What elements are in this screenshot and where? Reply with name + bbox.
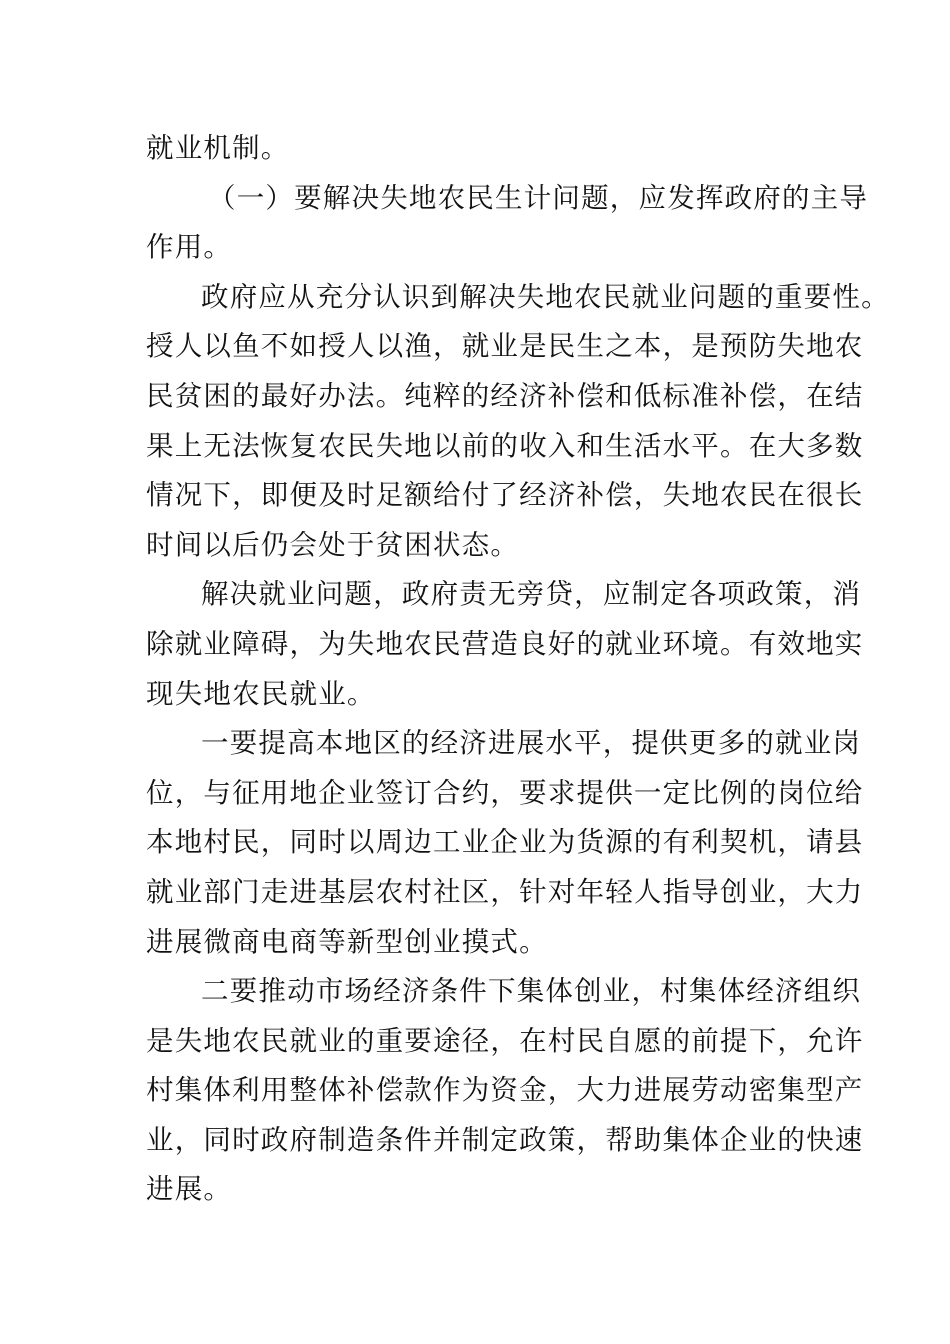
text-line: 授人以鱼不如授人以渔，就业是民生之本，是预防失地农 bbox=[146, 330, 864, 363]
document-body bbox=[146, 124, 890, 1215]
text-line: 业，同时政府制造条件并制定政策，帮助集体企业的快速 bbox=[146, 1123, 864, 1156]
text-line: 除就业障碍，为失地农民营造良好的就业环境。有效地实 bbox=[146, 627, 864, 660]
text-line: 现失地农民就业。 bbox=[146, 677, 376, 710]
text-line: 进展微商电商等新型创业摸式。 bbox=[146, 925, 548, 958]
text-line: 位，与征用地企业签订合约，要求提供一定比例的岗位给 bbox=[146, 776, 864, 809]
paragraph-start: 政府应从充分认识到解决失地农民就业问题的重要性。 bbox=[201, 280, 890, 313]
text-line: 果上无法恢复农民失地以前的收入和生活水平。在大多数 bbox=[146, 429, 864, 462]
paragraph-start: 二要推动市场经济条件下集体创业，村集体经济组织 bbox=[201, 975, 862, 1008]
paragraph-start: 一要提高本地区的经济进展水平，提供更多的就业岗 bbox=[201, 727, 862, 760]
text-line: 民贫困的最好办法。纯粹的经济补偿和低标准补偿，在结 bbox=[146, 379, 864, 412]
text-line: 是失地农民就业的重要途径，在村民自愿的前提下，允许 bbox=[146, 1024, 864, 1057]
text-line: 村集体利用整体补偿款作为资金，大力进展劳动密集型产 bbox=[146, 1074, 864, 1107]
text-line: 情况下，即便及时足额给付了经济补偿，失地农民在很长 bbox=[146, 479, 864, 512]
text-line: 本地村民，同时以周边工业企业为货源的有利契机，请县 bbox=[146, 826, 864, 859]
text-line: 时间以后仍会处于贫困状态。 bbox=[146, 528, 520, 561]
section-heading: （一）要解决失地农民生计问题，应发挥政府的主导 bbox=[208, 181, 869, 214]
paragraph-start: 解决就业问题，政府责无旁贷，应制定各项政策，消 bbox=[201, 578, 862, 611]
text-line: 作用。 bbox=[146, 231, 233, 264]
text-line: 进展。 bbox=[146, 1173, 233, 1206]
text-line: 就业部门走进基层农村社区，针对年轻人指导创业，大力 bbox=[146, 875, 864, 908]
text-line: 就业机制。 bbox=[146, 132, 290, 164]
